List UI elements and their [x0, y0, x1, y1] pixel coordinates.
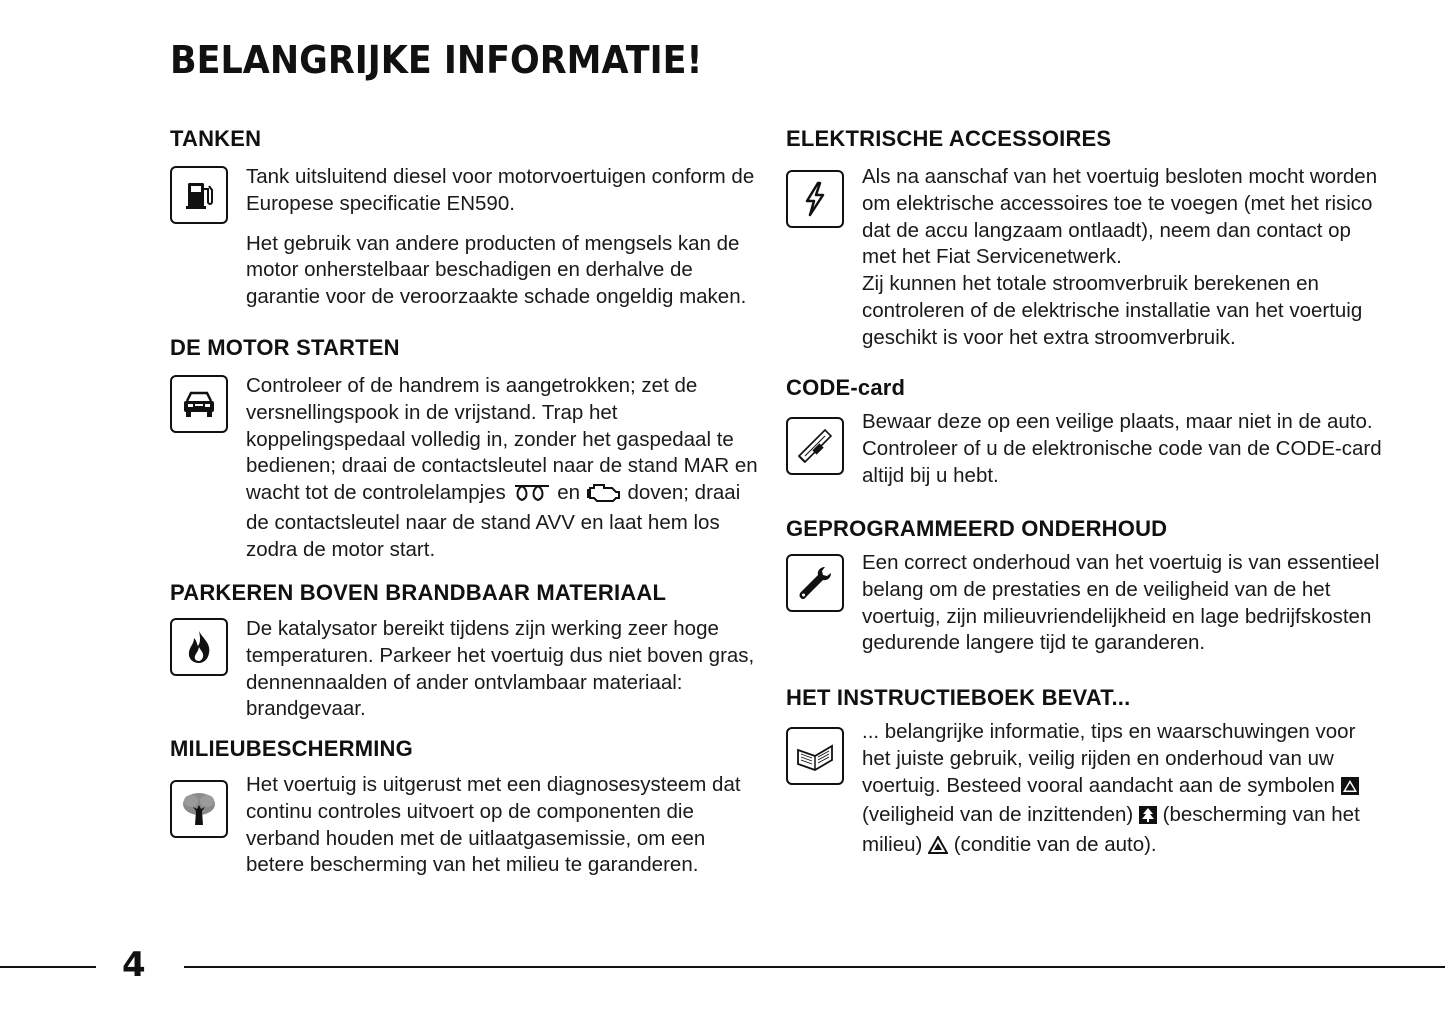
section-elektrische-accessoires: [786, 126, 1386, 352]
motor-text-b: doven; draai de contactsleutel naar de stand AVV en laat hem los zodra de motor start.: [246, 481, 741, 561]
instructieboek-text-a: ... belangrijke informatie, tips en waarschuwingen voor het juiste gebruik, veilig rijden en onderhoud van uw voertuig. Besteed vooral aandacht aan de symbolen: [862, 720, 1356, 797]
tanken-text-1: Tank uitsluitend diesel voor motorvoertuigen conform de Europese specificatie EN590.: [246, 165, 755, 215]
motor-text-a: Controleer of de handrem is aangetrokken; zet de versnellingspook in de vrijstand. Trap het koppelingspedaal volledig in, zonder het gaspedaal te bedienen; draai de contactsleutel naar de stand MAR en wacht tot de controlelampjes: [246, 374, 758, 505]
instructieboek-text-c: (bescherming van het milieu): [862, 803, 1360, 857]
section-motor-starten: [170, 335, 760, 564]
footer-rule-left: [0, 966, 96, 968]
milieu-text: Het voertuig is uitgerust met een diagnosesysteem dat continu controles uitvoert op de componenten die verband houden met de uitlaatgasemissie, om een betere bescherming van het milieu te garanderen.: [246, 773, 741, 877]
environment-icon: [1139, 805, 1157, 832]
section-heading: GEPROGRAMMEERD ONDERHOUD: [786, 516, 1168, 541]
onderhoud-text: Een correct onderhoud van het voertuig is van essentieel belang om de prestaties en de veiligheid van de het voertuig, zijn milieuvriendelijkheid en lage bedrijfskosten gedurende langere tijd te garanderen.: [862, 551, 1380, 655]
instructieboek-text-d: (conditie van de auto).: [953, 833, 1157, 857]
fire-icon: [170, 618, 228, 676]
motor-text: [246, 373, 760, 564]
elektrisch-text-1: Als na aanschaf van het voertuig besloten mocht worden om elektrische accessoires toe te voegen (met het risico dat de accu langzaam ontlaadt), neem dan contact op met het Fiat Servicenetwerk.: [862, 165, 1378, 269]
car-icon: [170, 375, 228, 433]
page-title: BELANGRIJKE INFORMATIE!: [170, 38, 703, 82]
section-heading: DE MOTOR STARTEN: [170, 335, 400, 360]
glow-plug-icon: [512, 482, 552, 510]
warning-occupants-icon: [1341, 776, 1359, 803]
section-instructieboek: [786, 685, 1386, 862]
wrench-icon: [786, 554, 844, 612]
fuel-pump-icon: [170, 166, 228, 224]
section-milieubescherming: [170, 736, 760, 879]
section-heading: HET INSTRUCTIEBOEK BEVAT...: [786, 685, 1131, 710]
section-geprogrammeerd-onderhoud: [786, 516, 1386, 657]
section-heading: CODE-card: [786, 375, 906, 400]
section-heading: TANKEN: [170, 126, 262, 151]
tree-icon: [170, 780, 228, 838]
section-heading: ELEKTRISCHE ACCESSOIRES: [786, 126, 1112, 151]
engine-check-icon: [586, 480, 622, 510]
page-number: 4: [122, 945, 146, 985]
section-code-card: [786, 375, 1386, 489]
parkeren-text: De katalysator bereikt tijdens zijn werking zeer hoge temperaturen. Parkeer het voertuig dus niet boven gras, dennennaalden of ander ontvlambaar materiaal: brandgevaar.: [246, 617, 755, 721]
car-condition-icon: [928, 835, 948, 862]
elektrisch-text-2: Zij kunnen het totale stroomverbruik berekenen en controleren of de elektrische installatie van het voertuig geschikt is voor het extra stroomverbruik.: [862, 272, 1363, 349]
section-parkeren: [170, 580, 760, 723]
section-heading: PARKEREN BOVEN BRANDBAAR MATERIAAL: [170, 580, 667, 605]
motor-text-en: en: [557, 481, 581, 505]
section-heading: MILIEUBESCHERMING: [170, 736, 413, 761]
instructieboek-text: [862, 719, 1386, 862]
section-tanken: [170, 126, 760, 311]
footer-rule-right: [184, 966, 1445, 968]
code-card-icon: [786, 417, 844, 475]
instructieboek-text-b: (veiligheid van de inzittenden): [862, 803, 1134, 827]
codecard-text: Bewaar deze op een veilige plaats, maar niet in de auto. Controleer of u de elektronische code van de CODE-card altijd bij u hebt.: [862, 410, 1382, 487]
tanken-text-2: Het gebruik van andere producten of mengsels kan de motor onherstelbaar beschadigen en derhalve de garantie voor de veroorzaakte schade ongeldig maken.: [246, 231, 747, 309]
open-book-icon: [786, 727, 844, 785]
lightning-icon: [786, 170, 844, 228]
